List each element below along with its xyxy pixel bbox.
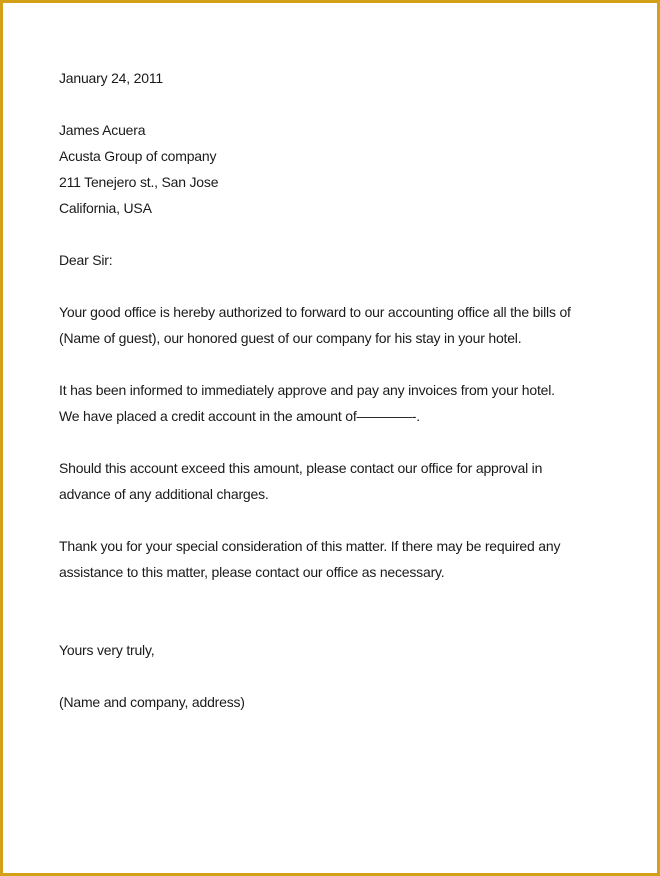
recipient-street: 211 Tenejero st., San Jose (59, 174, 219, 190)
paragraph-credit-account (59, 377, 619, 429)
paragraph-line: Your good office is hereby authorized to forward to our accounting office all the bills of (59, 304, 571, 320)
paragraph-authorization (59, 299, 619, 351)
spacer (59, 585, 619, 637)
recipient-region: California, USA (59, 200, 152, 216)
paragraph-line: It has been informed to immediately approve and pay any invoices from your hotel. (59, 382, 555, 398)
salutation: Dear Sir: (59, 252, 113, 268)
letter-body (59, 65, 619, 715)
paragraph-line: We have placed a credit account in the amount of————-. (59, 408, 420, 424)
paragraph-line: advance of any additional charges. (59, 486, 269, 502)
paragraph-thank-you (59, 533, 619, 585)
spacer (59, 663, 619, 689)
paragraph-exceed-amount (59, 455, 619, 507)
spacer (59, 91, 619, 117)
paragraph-line: Thank you for your special consideration of this matter. If there may be required any (59, 538, 561, 554)
recipient-address-block (59, 117, 619, 221)
spacer (59, 221, 619, 247)
paragraph-line: (Name of guest), our honored guest of our company for his stay in your hotel. (59, 330, 522, 346)
spacer (59, 351, 619, 377)
spacer (59, 429, 619, 455)
paragraph-line: assistance to this matter, please contact our office as necessary. (59, 564, 445, 580)
spacer (59, 273, 619, 299)
recipient-company: Acusta Group of company (59, 148, 217, 164)
closing: Yours very truly, (59, 642, 155, 658)
spacer (59, 507, 619, 533)
letter-date: January 24, 2011 (59, 70, 163, 86)
signature-placeholder: (Name and company, address) (59, 694, 245, 710)
paragraph-line: Should this account exceed this amount, please contact our office for approval in (59, 460, 543, 476)
recipient-name: James Acuera (59, 122, 146, 138)
